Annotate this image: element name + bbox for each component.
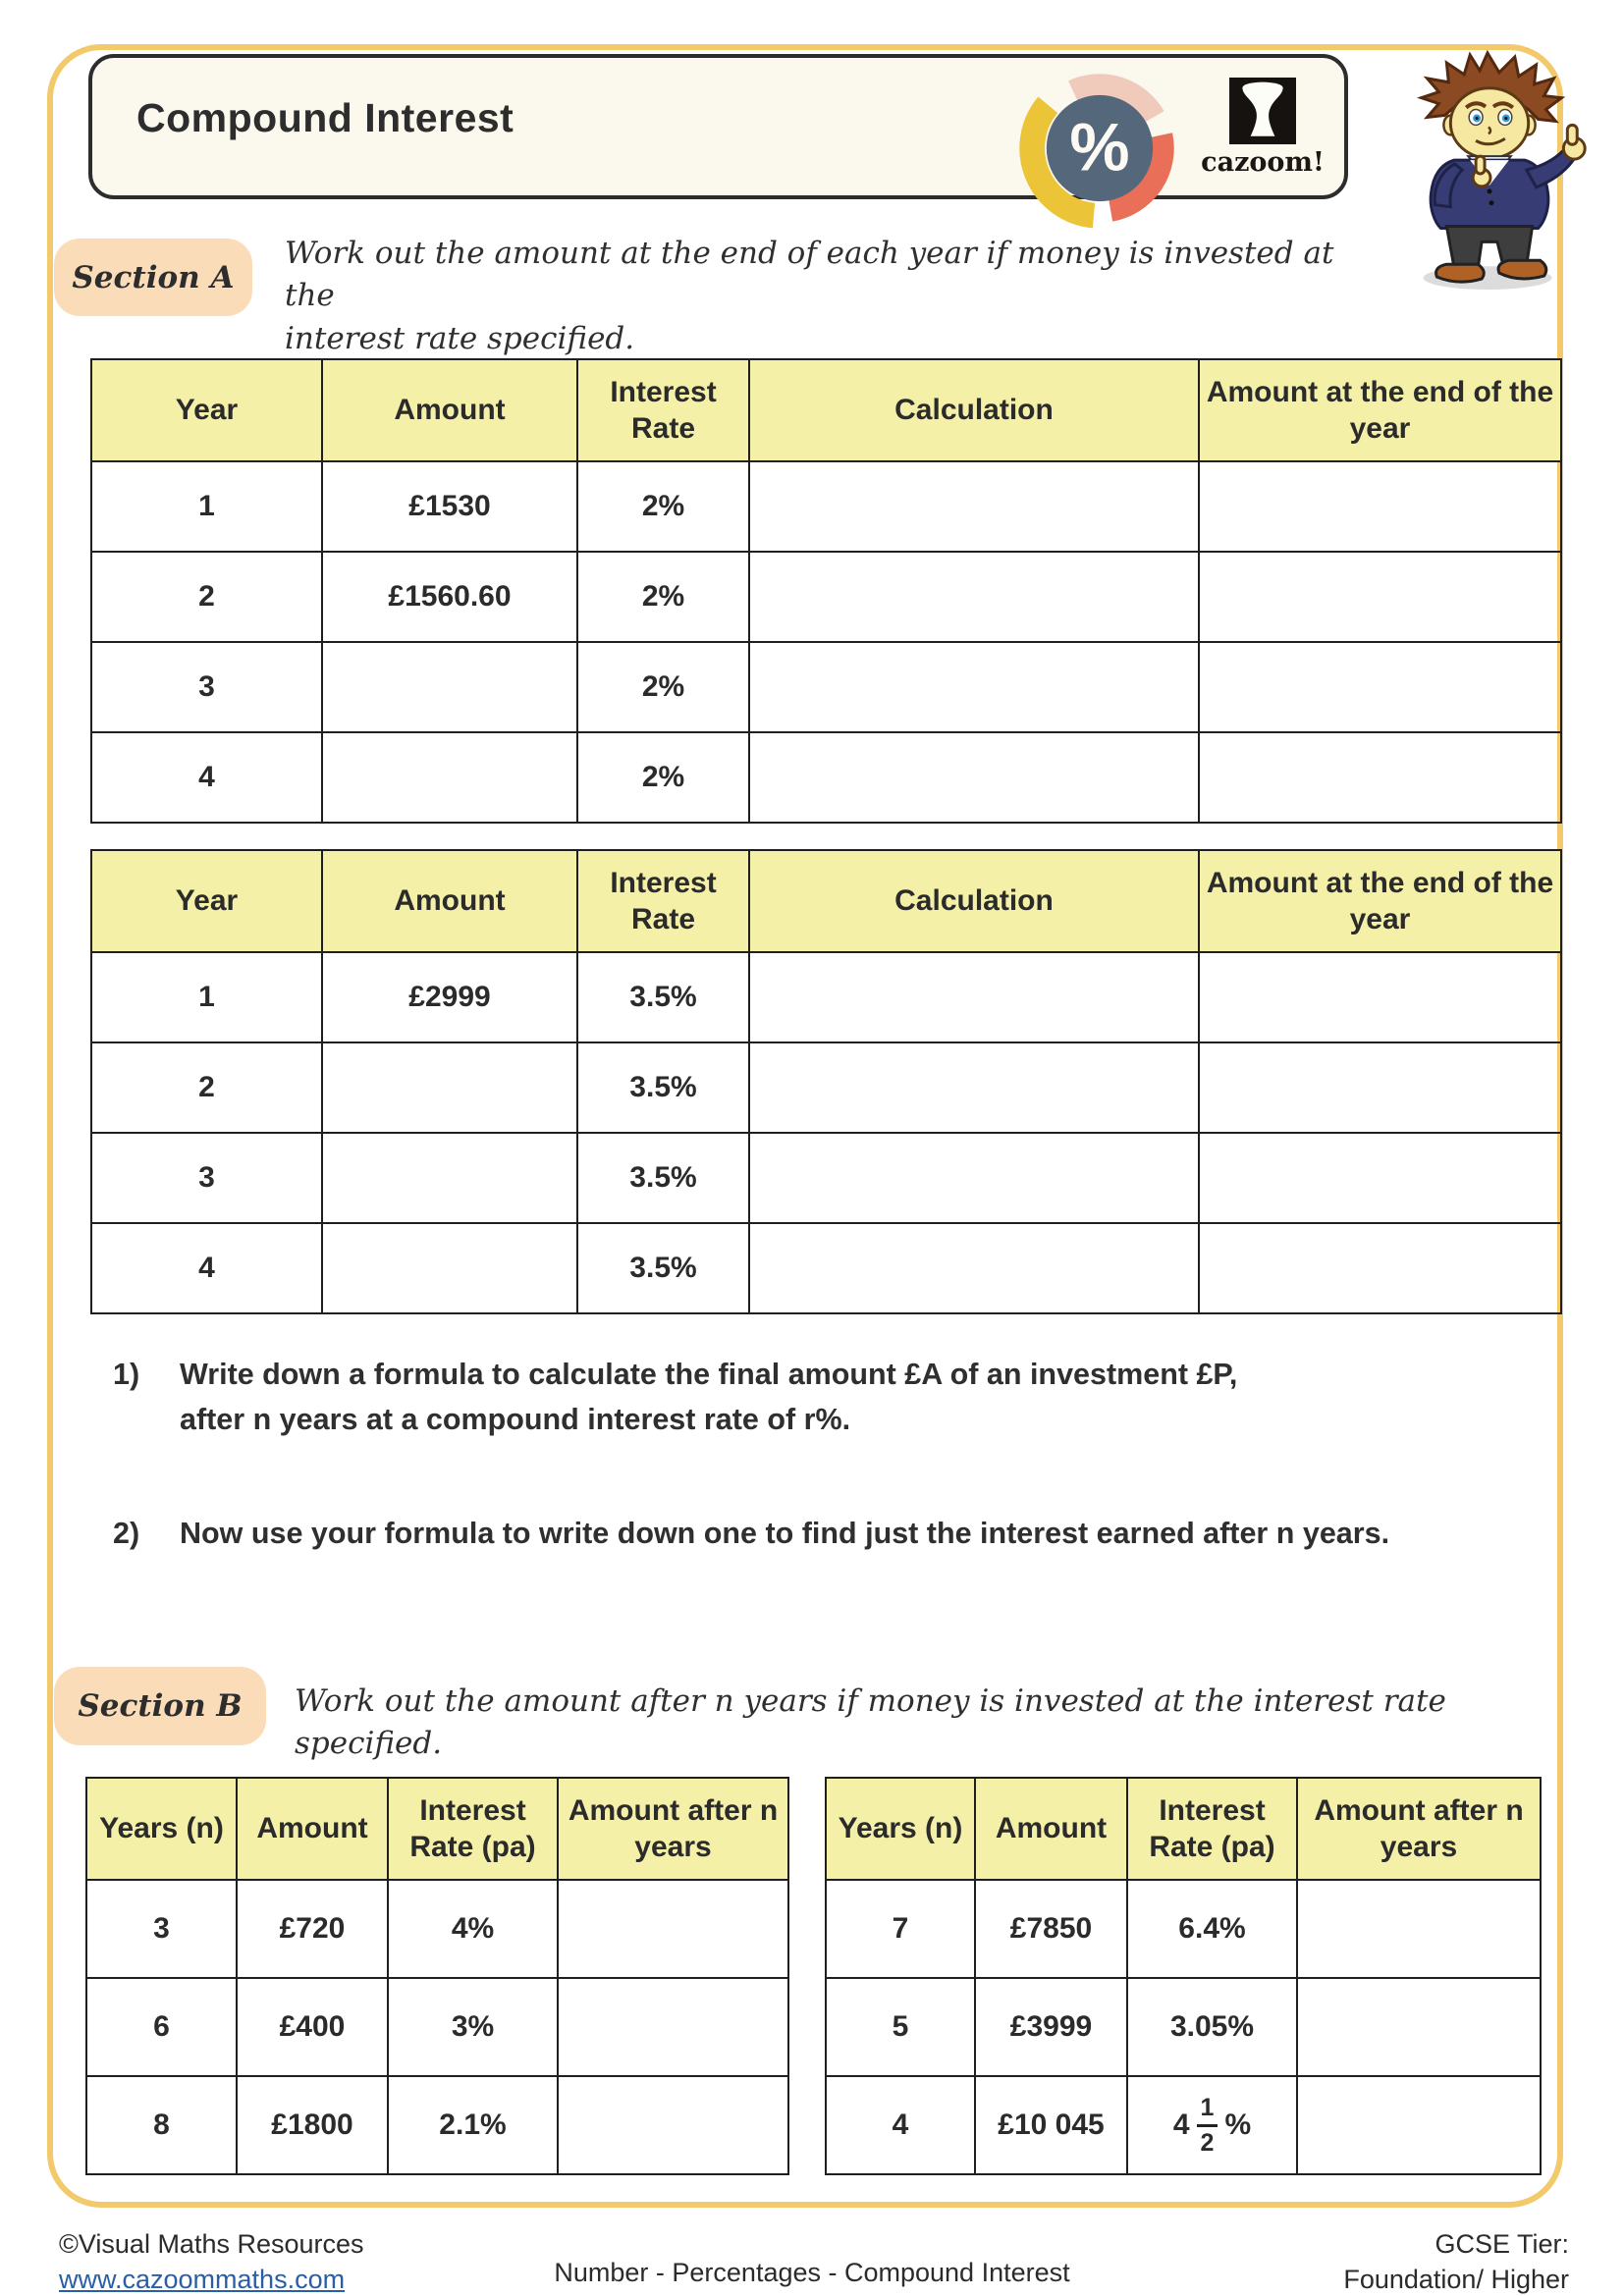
table-row [91, 732, 1561, 823]
amount-cell: £10 045 [975, 2076, 1127, 2174]
year-cell: 3 [91, 642, 322, 732]
footer-topic-breadcrumb: Number - Percentages - Compound Interest [554, 2258, 1070, 2287]
end-amount-cell [1199, 732, 1561, 823]
question-1-line2: after n years at a compound interest rate of r%. [180, 1402, 851, 1436]
col-header-amount: Amount [237, 1778, 388, 1880]
col-header-rate-pa: Interest Rate (pa) [1127, 1778, 1297, 1880]
rate-cell-fraction [1127, 2076, 1297, 2174]
col-header-calculation: Calculation [749, 850, 1199, 952]
calculation-cell [749, 1042, 1199, 1133]
rate-cell: 2% [577, 552, 749, 642]
rate-cell: 2% [577, 732, 749, 823]
question-2-number: 2) [113, 1517, 140, 1550]
table-header-row [86, 1778, 788, 1880]
col-header-rate: Interest Rate [577, 850, 749, 952]
col-header-rate-pa: Interest Rate (pa) [388, 1778, 558, 1880]
section-a-label: Section A [54, 239, 252, 316]
section-a-table-1 [90, 358, 1562, 824]
year-cell: 2 [91, 1042, 322, 1133]
rate-cell: 3% [388, 1978, 558, 2076]
year-cell: 4 [91, 732, 322, 823]
table-row [91, 552, 1561, 642]
rate-cell: 2% [577, 642, 749, 732]
brand-name: cazoom! [1201, 147, 1325, 178]
amount-cell [322, 732, 577, 823]
col-header-amount: Amount [322, 359, 577, 461]
website-link[interactable]: www.cazoommaths.com [59, 2265, 346, 2295]
amount-cell [322, 1133, 577, 1223]
after-cell [558, 2076, 788, 2174]
years-cell: 4 [826, 2076, 975, 2174]
amount-cell: £7850 [975, 1880, 1127, 1978]
table-header-row [91, 850, 1561, 952]
section-b-instruction: Work out the amount after n years if money is invested at the interest rate specified. [295, 1683, 1446, 1762]
section-a-table-2 [90, 849, 1562, 1314]
years-cell: 7 [826, 1880, 975, 1978]
question-1-line1: Write down a formula to calculate the final amount £A of an investment £P, [180, 1358, 1238, 1391]
rate-cell: 3.5% [577, 952, 749, 1042]
table-row [91, 1133, 1561, 1223]
col-header-calculation: Calculation [749, 359, 1199, 461]
col-header-year: Year [91, 359, 322, 461]
table-row [86, 2076, 788, 2174]
years-cell: 5 [826, 1978, 975, 2076]
question-2-line1: Now use your formula to write down one to find just the interest earned after n years. [180, 1517, 1390, 1550]
rate-cell: 4% [388, 1880, 558, 1978]
col-header-end-amount: Amount at the end of the year [1199, 359, 1561, 461]
after-cell [1297, 2076, 1541, 2174]
years-cell: 3 [86, 1880, 237, 1978]
section-a-instruction-line2: interest rate specified. [285, 320, 635, 356]
rate-cell: 3.5% [577, 1133, 749, 1223]
rate-cell: 3.5% [577, 1042, 749, 1133]
rate-cell: 2.1% [388, 2076, 558, 2174]
table-row [86, 1978, 788, 2076]
col-header-years-n: Years (n) [826, 1778, 975, 1880]
question-1-text [180, 1353, 1237, 1443]
year-cell: 3 [91, 1133, 322, 1223]
calculation-cell [749, 952, 1199, 1042]
footer-right [1343, 2226, 1569, 2296]
table-header-row [91, 359, 1561, 461]
end-amount-cell [1199, 642, 1561, 732]
mascot-boy-illustration [1373, 49, 1606, 296]
calculation-cell [749, 552, 1199, 642]
mixed-fraction-rate [1172, 2093, 1252, 2157]
section-a-instruction-line1: Work out the amount at the end of each year if money is invested at the [285, 236, 1334, 314]
amount-cell: £1560.60 [322, 552, 577, 642]
amount-cell: £3999 [975, 1978, 1127, 2076]
calculation-cell [749, 1133, 1199, 1223]
percent-symbol: % [1069, 109, 1130, 186]
drum-icon [1229, 78, 1296, 144]
section-b-table-right [825, 1777, 1542, 2175]
question-1 [113, 1353, 1237, 1443]
amount-cell [322, 1042, 577, 1133]
copyright-text: ©Visual Maths Resources [59, 2229, 364, 2259]
end-amount-cell [1199, 1223, 1561, 1313]
after-cell [558, 1880, 788, 1978]
table-row [826, 2076, 1541, 2174]
after-cell [1297, 1880, 1541, 1978]
cazoom-logo [1194, 78, 1331, 187]
rate-cell: 3.05% [1127, 1978, 1297, 2076]
table-row [91, 642, 1561, 732]
amount-cell: £1530 [322, 461, 577, 552]
col-header-years-n: Years (n) [86, 1778, 237, 1880]
question-2 [113, 1512, 1389, 1557]
page-title: Compound Interest [136, 95, 514, 140]
col-header-rate: Interest Rate [577, 359, 749, 461]
table-row [91, 952, 1561, 1042]
section-a-instruction [285, 233, 1384, 360]
amount-cell [322, 642, 577, 732]
fraction-percent-sign: % [1224, 2109, 1252, 2141]
year-cell: 4 [91, 1223, 322, 1313]
calculation-cell [749, 461, 1199, 552]
end-amount-cell [1199, 952, 1561, 1042]
fraction-numerator: 1 [1197, 2096, 1218, 2127]
year-cell: 2 [91, 552, 322, 642]
after-cell [1297, 1978, 1541, 2076]
amount-cell: £400 [237, 1978, 388, 2076]
after-cell [558, 1978, 788, 2076]
section-b-table-left [85, 1777, 789, 2175]
question-2-text [180, 1512, 1389, 1557]
fraction-denominator: 2 [1200, 2128, 1215, 2157]
table-row [91, 1223, 1561, 1313]
gcse-tier-label: GCSE Tier: [1435, 2229, 1569, 2259]
col-header-amount: Amount [322, 850, 577, 952]
table-row [91, 461, 1561, 552]
percent-donut-icon [1015, 64, 1184, 233]
col-header-amount-after: Amount after n years [1297, 1778, 1541, 1880]
end-amount-cell [1199, 1133, 1561, 1223]
end-amount-cell [1199, 461, 1561, 552]
amount-cell: £720 [237, 1880, 388, 1978]
year-cell: 1 [91, 952, 322, 1042]
years-cell: 8 [86, 2076, 237, 2174]
calculation-cell [749, 1223, 1199, 1313]
col-header-amount: Amount [975, 1778, 1127, 1880]
col-header-amount-after: Amount after n years [558, 1778, 788, 1880]
calculation-cell [749, 642, 1199, 732]
amount-cell: £2999 [322, 952, 577, 1042]
calculation-cell [749, 732, 1199, 823]
end-amount-cell [1199, 1042, 1561, 1133]
rate-cell: 3.5% [577, 1223, 749, 1313]
table-row [91, 1042, 1561, 1133]
amount-cell: £1800 [237, 2076, 388, 2174]
fraction-whole: 4 [1172, 2109, 1190, 2141]
header [88, 54, 1348, 199]
end-amount-cell [1199, 552, 1561, 642]
question-1-number: 1) [113, 1358, 140, 1391]
col-header-year: Year [91, 850, 322, 952]
years-cell: 6 [86, 1978, 237, 2076]
section-b-label: Section B [54, 1667, 266, 1745]
rate-cell: 6.4% [1127, 1880, 1297, 1978]
col-header-end-amount: Amount at the end of the year [1199, 850, 1561, 952]
table-header-row [826, 1778, 1541, 1880]
table-row [826, 1978, 1541, 2076]
rate-cell: 2% [577, 461, 749, 552]
year-cell: 1 [91, 461, 322, 552]
table-row [86, 1880, 788, 1978]
table-row [826, 1880, 1541, 1978]
fraction-stack [1197, 2093, 1218, 2157]
gcse-tier-value: Foundation/ Higher [1343, 2265, 1569, 2295]
amount-cell [322, 1223, 577, 1313]
